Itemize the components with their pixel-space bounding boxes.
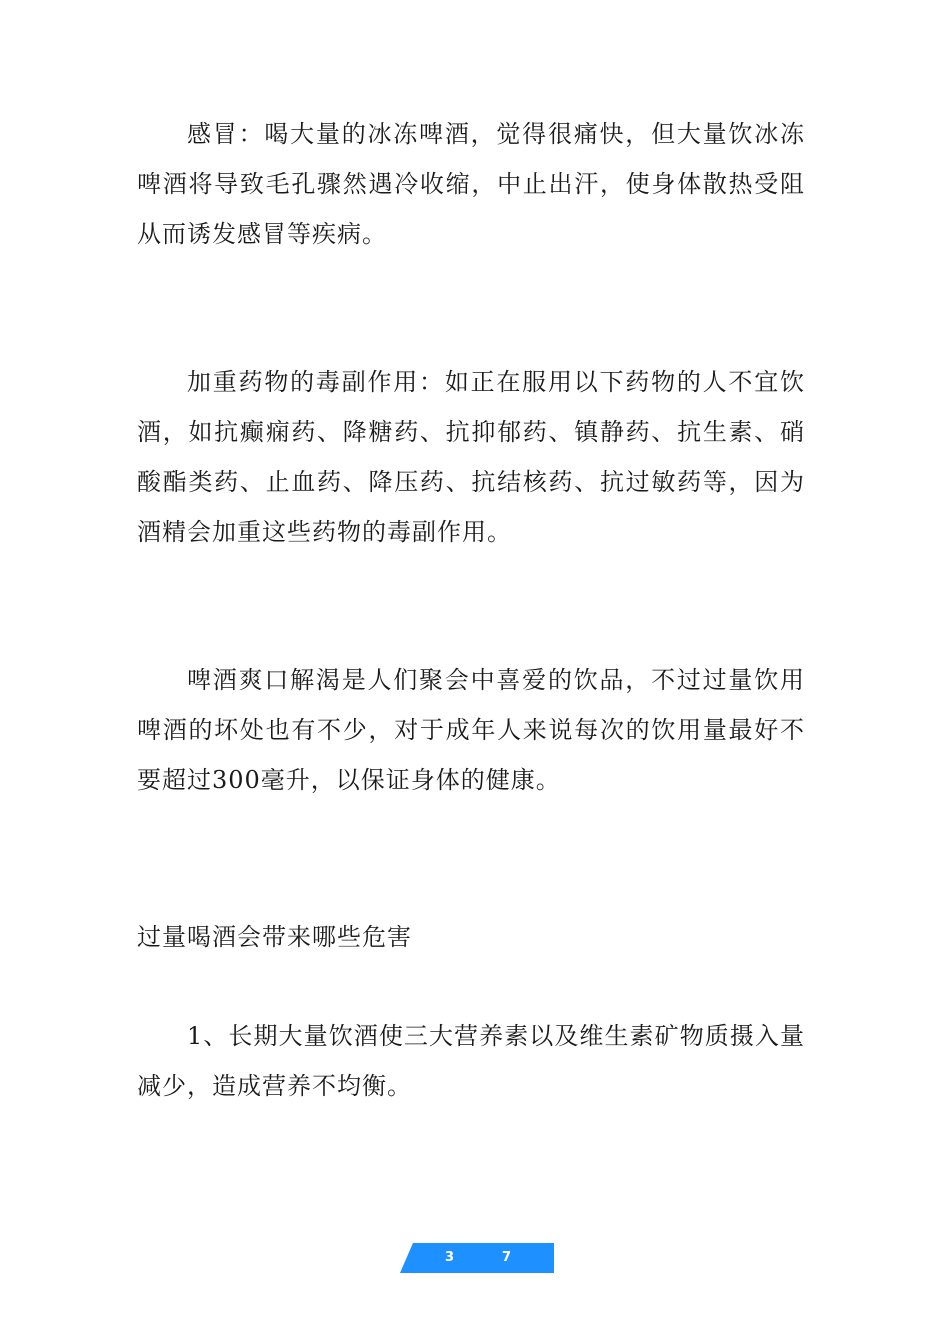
page-number-badge bbox=[400, 1243, 554, 1273]
paragraph-drug-side-effects: 加重药物的毒副作用：如正在服用以下药物的人不宜饮酒，如抗癫痫药、降糖药、抗抑郁药、镇静药、抗生素、硝酸酯类药、止血药、降压药、抗结核药、抗过敏药等，因为酒精会加重这些药物的毒副作用。 bbox=[137, 368, 805, 546]
page-current-number: 3 bbox=[445, 1250, 455, 1265]
list-item-1: 1、长期大量饮酒使三大营养素以及维生素矿物质摄入量减少，造成营养不均衡。 bbox=[137, 1022, 805, 1100]
page-total-number: 7 bbox=[502, 1250, 512, 1265]
page-badge-shape bbox=[400, 1243, 554, 1273]
section-heading: 过量喝酒会带来哪些危害 bbox=[137, 923, 412, 951]
paragraph-cold: 感冒：喝大量的冰冻啤酒，觉得很痛快，但大量饮冰冻啤酒将导致毛孔骤然遇冷收缩，中止出汗，使身体散热受阻从而诱发感冒等疾病。 bbox=[137, 120, 805, 248]
paragraph-beer-intake: 啤酒爽口解渴是人们聚会中喜爱的饮品，不过过量饮用啤酒的坏处也有不少，对于成年人来说每次的饮用量最好不要超过300毫升，以保证身体的健康。 bbox=[137, 666, 805, 794]
